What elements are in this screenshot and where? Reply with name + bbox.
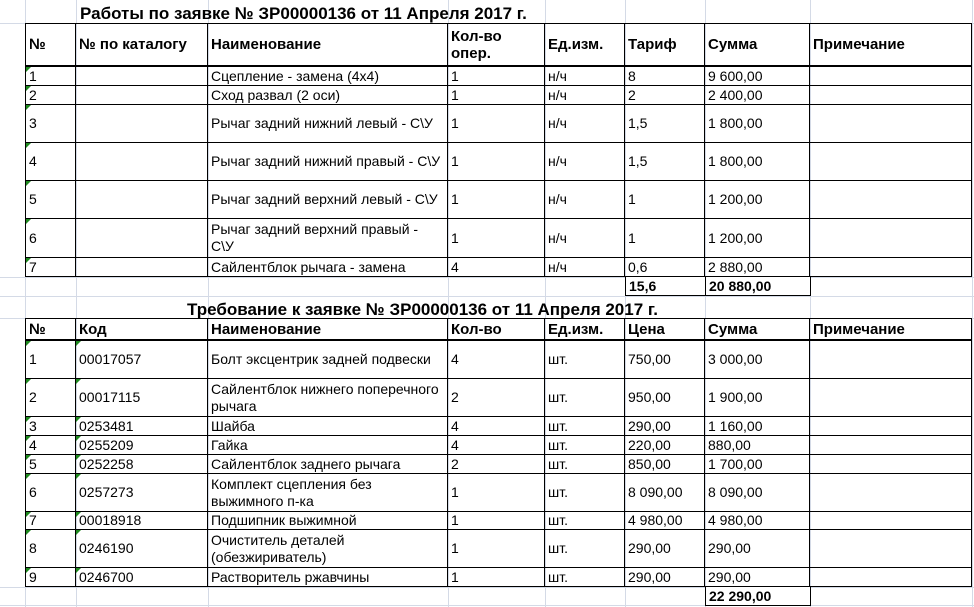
parts-cell-sum[interactable]: 8 090,00 xyxy=(705,474,810,512)
works-cell-catalog[interactable] xyxy=(76,143,208,181)
works-table-row xyxy=(25,105,972,143)
works-cell-name[interactable]: Рычаг задний нижний левый - С\У xyxy=(208,105,448,143)
parts-table-row xyxy=(25,436,972,455)
works-cell-note[interactable] xyxy=(810,143,972,181)
works-table-row xyxy=(25,181,972,219)
parts-cell-note[interactable] xyxy=(810,512,972,530)
parts-cell-sum[interactable]: 1 900,00 xyxy=(705,379,810,417)
works-cell-qty[interactable]: 1 xyxy=(448,181,545,219)
works-cell-unit[interactable]: н/ч xyxy=(545,181,625,219)
parts-cell-note[interactable] xyxy=(810,341,972,379)
works-cell-catalog[interactable] xyxy=(76,67,208,86)
works-cell-unit[interactable]: н/ч xyxy=(545,219,625,258)
parts-cell-price[interactable]: 290,00 xyxy=(625,568,705,587)
parts-cell-price[interactable]: 950,00 xyxy=(625,379,705,417)
works-cell-qty[interactable]: 1 xyxy=(448,105,545,143)
works-cell-rate[interactable]: 1,5 xyxy=(625,105,705,143)
parts-cell-qty[interactable]: 4 xyxy=(448,341,545,379)
works-header-qty: Кол-во опер. xyxy=(448,23,545,67)
parts-cell-unit[interactable]: шт. xyxy=(545,512,625,530)
parts-cell-note[interactable] xyxy=(810,417,972,436)
parts-cell-sum[interactable]: 290,00 xyxy=(705,530,810,568)
works-header-unit: Ед.изм. xyxy=(545,23,625,67)
works-cell-unit[interactable]: н/ч xyxy=(545,143,625,181)
parts-cell-num[interactable]: 5 xyxy=(25,455,76,474)
works-cell-rate[interactable]: 2 xyxy=(625,86,705,105)
works-cell-note[interactable] xyxy=(810,67,972,86)
parts-cell-qty[interactable]: 1 xyxy=(448,474,545,512)
works-table-row xyxy=(25,219,972,258)
parts-header-name: Наименование xyxy=(208,318,448,341)
parts-cell-sum[interactable]: 290,00 xyxy=(705,568,810,587)
parts-cell-name[interactable]: Сайлентблок заднего рычага xyxy=(208,455,448,474)
parts-table-row xyxy=(25,512,972,530)
parts-cell-unit[interactable]: шт. xyxy=(545,474,625,512)
works-cell-note[interactable] xyxy=(810,219,972,258)
works-cell-rate[interactable]: 1 xyxy=(625,181,705,219)
parts-cell-unit[interactable]: шт. xyxy=(545,341,625,379)
parts-total-sum: 22 290,00 xyxy=(705,587,811,606)
parts-cell-qty[interactable]: 2 xyxy=(448,379,545,417)
parts-cell-unit[interactable]: шт. xyxy=(545,568,625,587)
works-cell-num[interactable]: 7 xyxy=(25,258,76,277)
parts-cell-num[interactable]: 3 xyxy=(25,417,76,436)
parts-header-note: Примечание xyxy=(810,318,972,341)
works-cell-note[interactable] xyxy=(810,258,972,277)
parts-cell-code[interactable]: 00018918 xyxy=(76,512,208,530)
works-cell-rate[interactable]: 1,5 xyxy=(625,143,705,181)
parts-cell-num[interactable]: 4 xyxy=(25,436,76,455)
works-cell-num[interactable]: 2 xyxy=(25,86,76,105)
parts-cell-price[interactable]: 850,00 xyxy=(625,455,705,474)
works-cell-unit[interactable]: н/ч xyxy=(545,67,625,86)
parts-header-row xyxy=(25,318,972,341)
parts-table-row xyxy=(25,474,972,512)
works-cell-num[interactable]: 3 xyxy=(25,105,76,143)
works-cell-rate[interactable]: 8 xyxy=(625,67,705,86)
parts-header-price: Цена xyxy=(625,318,705,341)
works-cell-qty[interactable]: 4 xyxy=(448,258,545,277)
works-cell-unit[interactable]: н/ч xyxy=(545,86,625,105)
works-cell-rate[interactable]: 0,6 xyxy=(625,258,705,277)
works-cell-catalog[interactable] xyxy=(76,105,208,143)
works-cell-num[interactable]: 6 xyxy=(25,219,76,258)
parts-cell-note[interactable] xyxy=(810,455,972,474)
parts-cell-num[interactable]: 7 xyxy=(25,512,76,530)
works-header-name: Наименование xyxy=(208,23,448,67)
parts-header-qty: Кол-во xyxy=(448,318,545,341)
parts-header-num: № xyxy=(25,318,76,341)
parts-cell-code[interactable]: 00017115 xyxy=(76,379,208,417)
parts-cell-qty[interactable]: 1 xyxy=(448,568,545,587)
parts-cell-name[interactable]: Комплект сцепления без выжимного п-ка xyxy=(208,474,448,512)
works-header-num: № xyxy=(25,23,76,67)
parts-table-row xyxy=(25,379,972,417)
works-cell-name[interactable]: Рычаг задний верхний правый - С\У xyxy=(208,219,448,258)
works-total-rate: 15,6 xyxy=(625,277,706,296)
works-cell-catalog[interactable] xyxy=(76,181,208,219)
parts-cell-unit[interactable]: шт. xyxy=(545,379,625,417)
parts-cell-name[interactable]: Гайка xyxy=(208,436,448,455)
works-table-row xyxy=(25,86,972,105)
parts-cell-code[interactable]: 0246190 xyxy=(76,530,208,568)
works-cell-name[interactable]: Рычаг задний верхний левый - С\У xyxy=(208,181,448,219)
parts-cell-code[interactable]: 0257273 xyxy=(76,474,208,512)
parts-cell-price[interactable]: 4 980,00 xyxy=(625,512,705,530)
parts-cell-sum[interactable]: 880,00 xyxy=(705,436,810,455)
works-cell-sum[interactable]: 2 400,00 xyxy=(705,86,810,105)
works-header-row xyxy=(25,23,972,67)
works-cell-name[interactable]: Сход развал (2 оси) xyxy=(208,86,448,105)
works-header-note: Примечание xyxy=(810,23,972,67)
parts-cell-num[interactable]: 8 xyxy=(25,530,76,568)
parts-cell-price[interactable]: 220,00 xyxy=(625,436,705,455)
parts-cell-price[interactable]: 8 090,00 xyxy=(625,474,705,512)
works-table-row xyxy=(25,67,972,86)
works-cell-qty[interactable]: 1 xyxy=(448,143,545,181)
works-cell-catalog[interactable] xyxy=(76,86,208,105)
parts-cell-unit[interactable]: шт. xyxy=(545,436,625,455)
works-cell-sum[interactable]: 1 200,00 xyxy=(705,219,810,258)
works-cell-sum[interactable]: 1 800,00 xyxy=(705,143,810,181)
parts-cell-name[interactable]: Болт эксцентрик задней подвески xyxy=(208,341,448,379)
parts-cell-code[interactable]: 0253481 xyxy=(76,417,208,436)
parts-cell-code[interactable]: 0252258 xyxy=(76,455,208,474)
parts-cell-unit[interactable]: шт. xyxy=(545,417,625,436)
works-cell-unit[interactable]: н/ч xyxy=(545,105,625,143)
works-cell-num[interactable]: 5 xyxy=(25,181,76,219)
parts-cell-note[interactable] xyxy=(810,568,972,587)
parts-cell-note[interactable] xyxy=(810,530,972,568)
parts-cell-name[interactable]: Очиститель деталей (обезжириватель) xyxy=(208,530,448,568)
parts-cell-name[interactable]: Растворитель ржавчины xyxy=(208,568,448,587)
parts-cell-qty[interactable]: 4 xyxy=(448,436,545,455)
parts-cell-qty[interactable]: 2 xyxy=(448,455,545,474)
works-cell-catalog[interactable] xyxy=(76,258,208,277)
works-cell-num[interactable]: 4 xyxy=(25,143,76,181)
parts-cell-note[interactable] xyxy=(810,379,972,417)
parts-table-row xyxy=(25,455,972,474)
parts-cell-unit[interactable]: шт. xyxy=(545,455,625,474)
parts-table-row xyxy=(25,530,972,568)
works-table-row xyxy=(25,258,972,277)
works-cell-qty[interactable]: 1 xyxy=(448,219,545,258)
parts-cell-num[interactable]: 1 xyxy=(25,341,76,379)
works-cell-sum[interactable]: 1 200,00 xyxy=(705,181,810,219)
works-cell-num[interactable]: 1 xyxy=(25,67,76,86)
parts-cell-sum[interactable]: 3 000,00 xyxy=(705,341,810,379)
works-cell-name[interactable]: Сцепление - замена (4x4) xyxy=(208,67,448,86)
parts-cell-num[interactable]: 6 xyxy=(25,474,76,512)
works-cell-name[interactable]: Рычаг задний нижний правый - С\У xyxy=(208,143,448,181)
parts-cell-note[interactable] xyxy=(810,474,972,512)
parts-cell-price[interactable]: 290,00 xyxy=(625,417,705,436)
works-cell-qty[interactable]: 1 xyxy=(448,86,545,105)
parts-cell-num[interactable]: 9 xyxy=(25,568,76,587)
works-cell-unit[interactable]: н/ч xyxy=(545,258,625,277)
parts-cell-name[interactable]: Сайлентблок нижнего поперечного рычага xyxy=(208,379,448,417)
parts-table-row xyxy=(25,417,972,436)
parts-cell-qty[interactable]: 1 xyxy=(448,512,545,530)
works-cell-note[interactable] xyxy=(810,181,972,219)
parts-cell-price[interactable]: 290,00 xyxy=(625,530,705,568)
parts-cell-qty[interactable]: 4 xyxy=(448,417,545,436)
parts-title: Требование к заявке № ЗР00000136 от 11 Апреля 2017 г. xyxy=(187,300,658,319)
parts-cell-num[interactable]: 2 xyxy=(25,379,76,417)
parts-cell-price[interactable]: 750,00 xyxy=(625,341,705,379)
parts-cell-note[interactable] xyxy=(810,436,972,455)
parts-cell-sum[interactable]: 1 700,00 xyxy=(705,455,810,474)
works-table-row xyxy=(25,143,972,181)
parts-cell-name[interactable]: Подшипник выжимной xyxy=(208,512,448,530)
parts-cell-sum[interactable]: 1 160,00 xyxy=(705,417,810,436)
works-cell-qty[interactable]: 1 xyxy=(448,67,545,86)
works-cell-note[interactable] xyxy=(810,105,972,143)
parts-table-row xyxy=(25,341,972,379)
parts-header-code: Код xyxy=(76,318,208,341)
works-cell-rate[interactable]: 1 xyxy=(625,219,705,258)
works-total-sum: 20 880,00 xyxy=(705,277,811,296)
parts-cell-unit[interactable]: шт. xyxy=(545,530,625,568)
works-header-catalog: № по каталогу xyxy=(76,23,208,67)
parts-header-sum: Сумма xyxy=(705,318,810,341)
works-cell-sum[interactable]: 2 880,00 xyxy=(705,258,810,277)
works-cell-name[interactable]: Сайлентблок рычага - замена xyxy=(208,258,448,277)
parts-cell-name[interactable]: Шайба xyxy=(208,417,448,436)
parts-cell-code[interactable]: 0255209 xyxy=(76,436,208,455)
works-title: Работы по заявке № ЗР00000136 от 11 Апреля 2017 г. xyxy=(80,4,527,23)
works-cell-note[interactable] xyxy=(810,86,972,105)
parts-cell-sum[interactable]: 4 980,00 xyxy=(705,512,810,530)
parts-cell-qty[interactable]: 1 xyxy=(448,530,545,568)
parts-table-row xyxy=(25,568,972,587)
parts-cell-code[interactable]: 0246700 xyxy=(76,568,208,587)
works-cell-sum[interactable]: 1 800,00 xyxy=(705,105,810,143)
parts-header-unit: Ед.изм. xyxy=(545,318,625,341)
parts-cell-code[interactable]: 00017057 xyxy=(76,341,208,379)
works-cell-catalog[interactable] xyxy=(76,219,208,258)
works-header-rate: Тариф xyxy=(625,23,705,67)
works-cell-sum[interactable]: 9 600,00 xyxy=(705,67,810,86)
works-header-sum: Сумма xyxy=(705,23,810,67)
